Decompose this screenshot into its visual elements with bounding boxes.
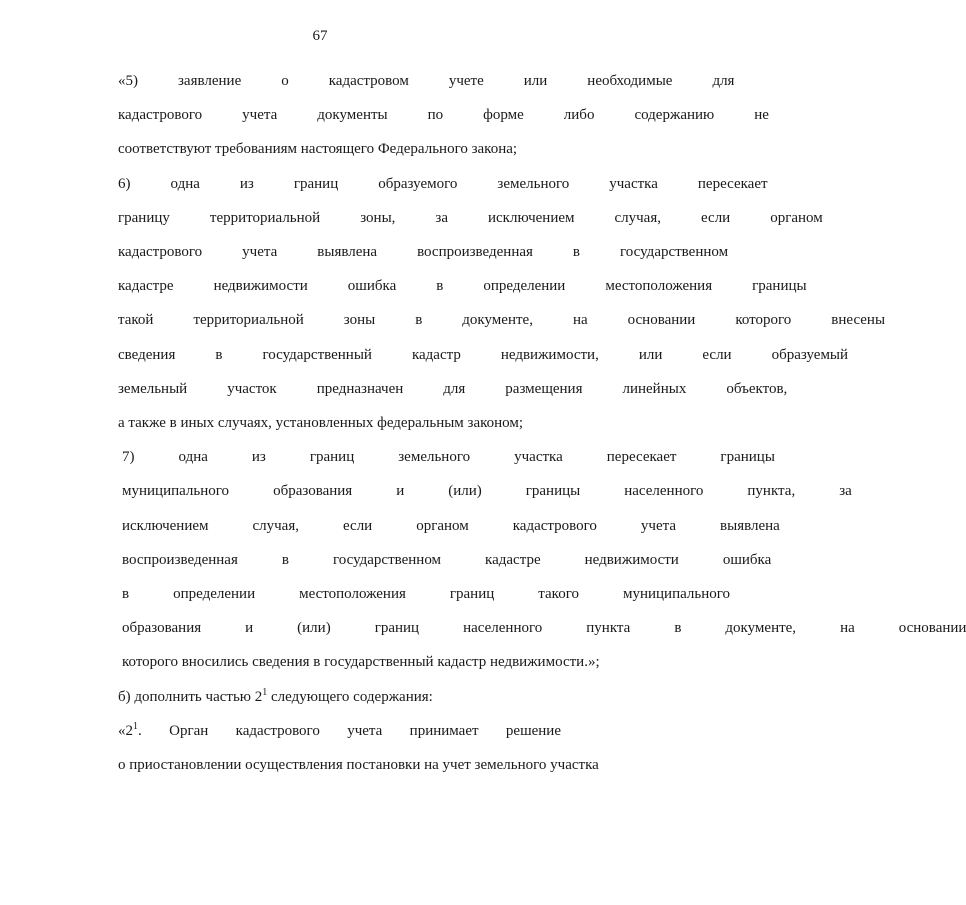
word: по xyxy=(427,107,444,124)
word: определении xyxy=(483,278,566,295)
word: в xyxy=(572,244,581,261)
part-number: «2 xyxy=(118,722,133,739)
word: образуемого xyxy=(378,175,458,192)
word: 7) xyxy=(122,449,135,466)
word: одна xyxy=(178,449,208,466)
word: исключением xyxy=(488,209,575,226)
word: государственном xyxy=(332,551,442,568)
word: в xyxy=(122,586,130,603)
text-line: которого вносились сведения в государственный кадастр недвижимости.»; xyxy=(122,654,600,671)
word: государственном xyxy=(620,244,729,261)
word: не xyxy=(754,107,769,124)
word: органом xyxy=(770,209,823,226)
word: основании xyxy=(627,312,696,329)
word: границы xyxy=(525,483,581,500)
word: зоны, xyxy=(360,209,396,226)
word: государственный xyxy=(262,346,372,363)
word: в xyxy=(436,278,444,295)
word: территориальной xyxy=(193,312,304,329)
word: необходимые xyxy=(587,73,673,89)
text-line xyxy=(78,372,788,406)
text-line xyxy=(78,577,731,611)
word: если xyxy=(701,209,731,226)
word: воспроизведенная xyxy=(122,551,238,568)
paragraph-item-5 xyxy=(78,64,769,167)
word: (или) xyxy=(297,620,331,637)
text-line xyxy=(78,338,849,372)
word: внесены xyxy=(831,312,886,329)
word: недвижимости xyxy=(584,551,679,568)
word: за xyxy=(839,483,852,500)
word: населенного xyxy=(624,483,704,500)
word: основании xyxy=(898,620,966,637)
text-line xyxy=(78,167,768,201)
text-line xyxy=(78,440,775,474)
word: случая, xyxy=(614,209,661,226)
word: муниципального xyxy=(122,483,230,500)
word: заявление xyxy=(178,73,242,89)
word: исключением xyxy=(122,517,209,534)
text-line: а также в иных случаях, установленных федеральным законом; xyxy=(118,415,524,432)
word: кадастрового xyxy=(118,244,203,261)
text-line xyxy=(78,474,852,508)
word: образования xyxy=(273,483,353,500)
word: недвижимости xyxy=(213,278,308,295)
word: из xyxy=(251,449,266,466)
word: в xyxy=(674,620,682,637)
word: пункта xyxy=(586,620,631,637)
word: местоположения xyxy=(605,278,713,295)
amendment-text: следующего содержания: xyxy=(267,688,433,705)
paragraph-part-2-1 xyxy=(78,714,599,782)
page-number: 67 xyxy=(312,28,328,44)
word: одна xyxy=(170,175,200,192)
word: документе, xyxy=(725,620,797,637)
word: выявлена xyxy=(720,517,780,534)
word: форме xyxy=(483,107,524,124)
word: в xyxy=(281,551,289,568)
word: воспроизведенная xyxy=(417,244,533,261)
word: выявлена xyxy=(317,244,378,261)
word: ошибка xyxy=(722,551,772,568)
part-text: . Орган кадастрового учета принимает решение xyxy=(138,722,561,739)
word: если xyxy=(343,517,373,534)
word: пересекает xyxy=(697,175,768,192)
word: такого xyxy=(538,586,579,603)
word: границы xyxy=(752,278,807,295)
word: или xyxy=(638,346,663,363)
word: земельный xyxy=(118,380,188,397)
superscript: 1 xyxy=(262,686,268,698)
word: зоны xyxy=(343,312,376,329)
word: документы xyxy=(317,107,388,124)
word: на xyxy=(840,620,855,637)
word: участка xyxy=(609,175,658,192)
word: 6) xyxy=(118,175,131,192)
word: границ xyxy=(449,586,495,603)
word: границ xyxy=(293,175,339,192)
superscript: 1 xyxy=(133,720,138,732)
text-line xyxy=(78,611,966,645)
word: кадастре xyxy=(485,551,541,568)
paragraph-amendment-b xyxy=(78,680,561,714)
word: пересекает xyxy=(606,449,677,466)
word: случая, xyxy=(252,517,299,534)
word: либо xyxy=(563,107,595,124)
word: кадастр xyxy=(411,346,461,363)
word: муниципального xyxy=(622,586,731,603)
word: населенного xyxy=(463,620,543,637)
word: пункта, xyxy=(747,483,796,500)
word: недвижимости, xyxy=(500,346,599,363)
word: участок xyxy=(227,380,277,397)
text-line xyxy=(78,303,886,337)
word: и xyxy=(245,620,254,637)
amendment-text: б) дополнить частью 2 xyxy=(118,688,263,705)
text-line xyxy=(78,201,823,235)
text-line xyxy=(78,98,769,132)
word: границ xyxy=(374,620,420,637)
word: содержанию xyxy=(634,107,715,124)
word: за xyxy=(435,209,448,226)
word: линейных xyxy=(622,380,687,397)
word: объектов, xyxy=(726,380,788,397)
text-line xyxy=(78,714,561,748)
word: для xyxy=(712,73,735,89)
text-line xyxy=(78,64,735,98)
document-body xyxy=(78,64,966,782)
word: образования xyxy=(122,620,202,637)
word: участка xyxy=(514,449,563,466)
word: территориальной xyxy=(209,209,321,226)
text-line xyxy=(78,543,772,577)
word: которого xyxy=(735,312,792,329)
word: земельного xyxy=(398,449,471,466)
word: для xyxy=(443,380,466,397)
text-line: соответствуют требованиям настоящего Федерального закона; xyxy=(118,141,518,158)
word: кадастрового xyxy=(512,517,597,534)
text-line xyxy=(78,509,780,543)
word: (или) xyxy=(448,483,482,500)
word: в xyxy=(415,312,423,329)
word: кадастрового xyxy=(118,107,203,124)
word: размещения xyxy=(505,380,583,397)
word: местоположения xyxy=(299,586,406,603)
word: или xyxy=(523,73,548,89)
paragraph-item-7 xyxy=(78,440,966,679)
word: в xyxy=(215,346,223,363)
paragraph-item-6 xyxy=(78,167,886,441)
word: образуемый xyxy=(771,346,849,363)
word: предназначен xyxy=(316,380,404,397)
word: определении xyxy=(173,586,256,603)
word: если xyxy=(702,346,732,363)
text-line xyxy=(78,269,807,303)
word: сведения xyxy=(118,346,176,363)
word: на xyxy=(572,312,588,329)
word: «5) xyxy=(118,73,138,89)
word: учета xyxy=(242,244,278,261)
word: учета xyxy=(640,517,677,534)
word: границы xyxy=(720,449,775,466)
word: ошибка xyxy=(347,278,397,295)
word: земельного xyxy=(497,175,570,192)
word: учете xyxy=(448,73,484,89)
text-line xyxy=(78,680,561,714)
word: о xyxy=(281,73,289,89)
word: органом xyxy=(416,517,469,534)
word: такой xyxy=(118,312,154,329)
text-line: о приостановлении осуществления постановки на учет земельного участка xyxy=(118,757,599,774)
word: границу xyxy=(118,209,170,226)
word: учета xyxy=(242,107,278,124)
word: документе, xyxy=(462,312,533,329)
word: кадастровом xyxy=(328,73,409,89)
word: кадастре xyxy=(118,278,174,295)
word: границ xyxy=(309,449,355,466)
text-line xyxy=(78,235,729,269)
word: и xyxy=(396,483,405,500)
word: из xyxy=(239,175,254,192)
